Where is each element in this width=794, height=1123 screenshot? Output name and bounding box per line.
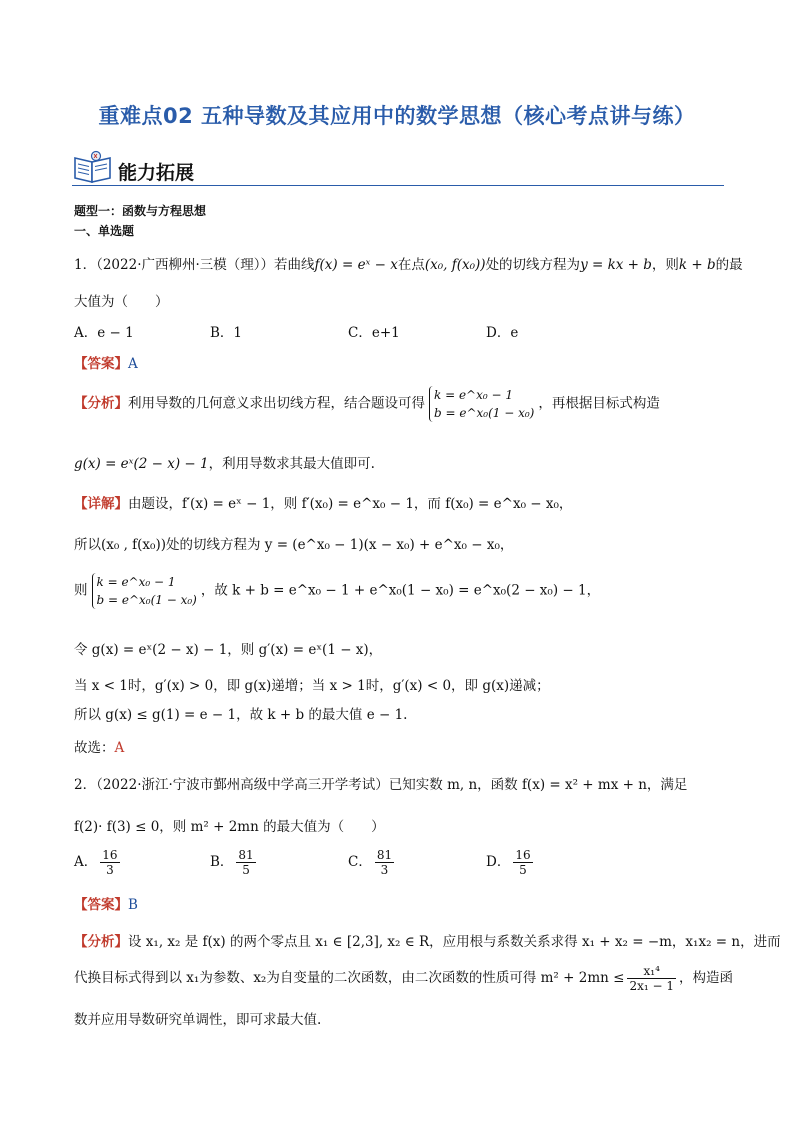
q1-detail-3: 则k = e^x₀ − 1 b = e^x₀(1 − x₀)，故 k + b = e^x₀ − 1 + e^x₀(1 − x₀) = e^x₀(2 − x₀) − 1，	[74, 575, 601, 607]
section-divider	[72, 185, 724, 186]
q1-option-b: B．1	[210, 325, 243, 341]
q1-analysis-system: k = e^x₀ − 1 b = e^x₀(1 − x₀)	[429, 386, 534, 422]
q1-option-d: D．e	[486, 325, 519, 341]
q1-detail-1: 【详解】由题设，f′(x) = eˣ − 1，则 f′(x₀) = e^x₀ − 1，而 f(x₀) = e^x₀ − x₀，	[74, 496, 573, 512]
fraction: $\frac{81}{5}$	[238, 848, 254, 877]
section-header: 能力拓展	[118, 162, 195, 184]
q2-analysis-1: 【分析】设 x₁, x₂ 是 f(x) 的两个零点且 x₁ ∈ [2,3], x₂ ∈ R，应用根与系数关系求得 x₁ + x₂ = −m，x₁x₂ = n，进而	[74, 934, 781, 950]
q2-stem: 2．（2022·浙江·宁波市鄞州高级中学高三开学考试）已知实数 m, n，函数 f(x) = x² + mx + n，满足	[74, 777, 688, 793]
q1-analysis-line2: g(x) = eˣ(2 − x) − 1，利用导数求其最大值即可.	[74, 456, 375, 472]
q2-option-c: C． $\frac{81}{3}$	[348, 848, 393, 877]
q1-stem: 1．（2022·广西柳州·三模（理））若曲线f(x) = eˣ − x在点(x₀, f(x₀))处的切线方程为y = kx + b，则k + b的最	[74, 257, 743, 273]
q1-detail-4: 令 g(x) = eˣ(2 − x) − 1，则 g′(x) = eˣ(1 − x)，	[74, 642, 383, 658]
q2-option-b: B． $\frac{81}{5}$	[210, 848, 254, 877]
q1-option-a: A．e − 1	[74, 325, 134, 341]
q1-detail-5: 当 x < 1时，g′(x) > 0，即 g(x)递增；当 x > 1时，g′(x) < 0，即 g(x)递减；	[74, 678, 550, 694]
q2-analysis-3: 数并应用导数研究单调性，即可求最大值.	[74, 1012, 322, 1028]
q1-answer: 【答案】A	[74, 356, 138, 372]
page-title: 重难点02 五种导数及其应用中的数学思想（核心考点讲与练）	[98, 104, 696, 128]
q1-detail-6: 所以 g(x) ≤ g(1) = e − 1，故 k + b 的最大值 e − 1.	[74, 707, 408, 723]
q1-choose: 故选：A	[74, 740, 125, 756]
q1-detail-2: 所以(x₀ , f(x₀))处的切线方程为 y = (e^x₀ − 1)(x − x₀) + e^x₀ − x₀，	[74, 537, 514, 553]
book-icon	[72, 150, 114, 184]
type-heading: 题型一：函数与方程思想	[74, 204, 207, 218]
fraction: $\frac{81}{3}$	[376, 848, 393, 877]
q2-option-d: D． $\frac{16}{5}$	[486, 848, 531, 877]
fraction: $\frac{16}{3}$	[102, 848, 118, 877]
q2-stem-continued: f(2)· f(3) ≤ 0，则 m² + 2mn 的最大值为（ ）	[74, 819, 385, 835]
q1-option-c: C．e+1	[348, 325, 400, 341]
q2-analysis-2: 代换目标式得到以 x₁为参数、x₂为自变量的二次函数，由二次函数的性质可得 m² + 2mn ≤ $\frac{\text{x₁⁴}}{\text{2x₁ − 1}}$ ，构造函	[74, 964, 733, 993]
q2-answer: 【答案】B	[74, 897, 138, 913]
q1-analysis: 【分析】利用导数的几何意义求出切线方程，结合题设可得k = e^x₀ − 1 b = e^x₀(1 − x₀)，再根据目标式构造	[74, 388, 660, 420]
fraction: $\frac{16}{5}$	[515, 848, 531, 877]
q1-detail-system: k = e^x₀ − 1 b = e^x₀(1 − x₀)	[92, 573, 197, 609]
fraction: $\frac{\text{x₁⁴}}{\text{2x₁ − 1}}$	[629, 964, 674, 993]
q1-stem-continued: 大值为（ ）	[74, 294, 169, 310]
sub-heading: 一、单选题	[74, 224, 135, 238]
q2-option-a: A． $\frac{16}{3}$	[74, 848, 118, 877]
